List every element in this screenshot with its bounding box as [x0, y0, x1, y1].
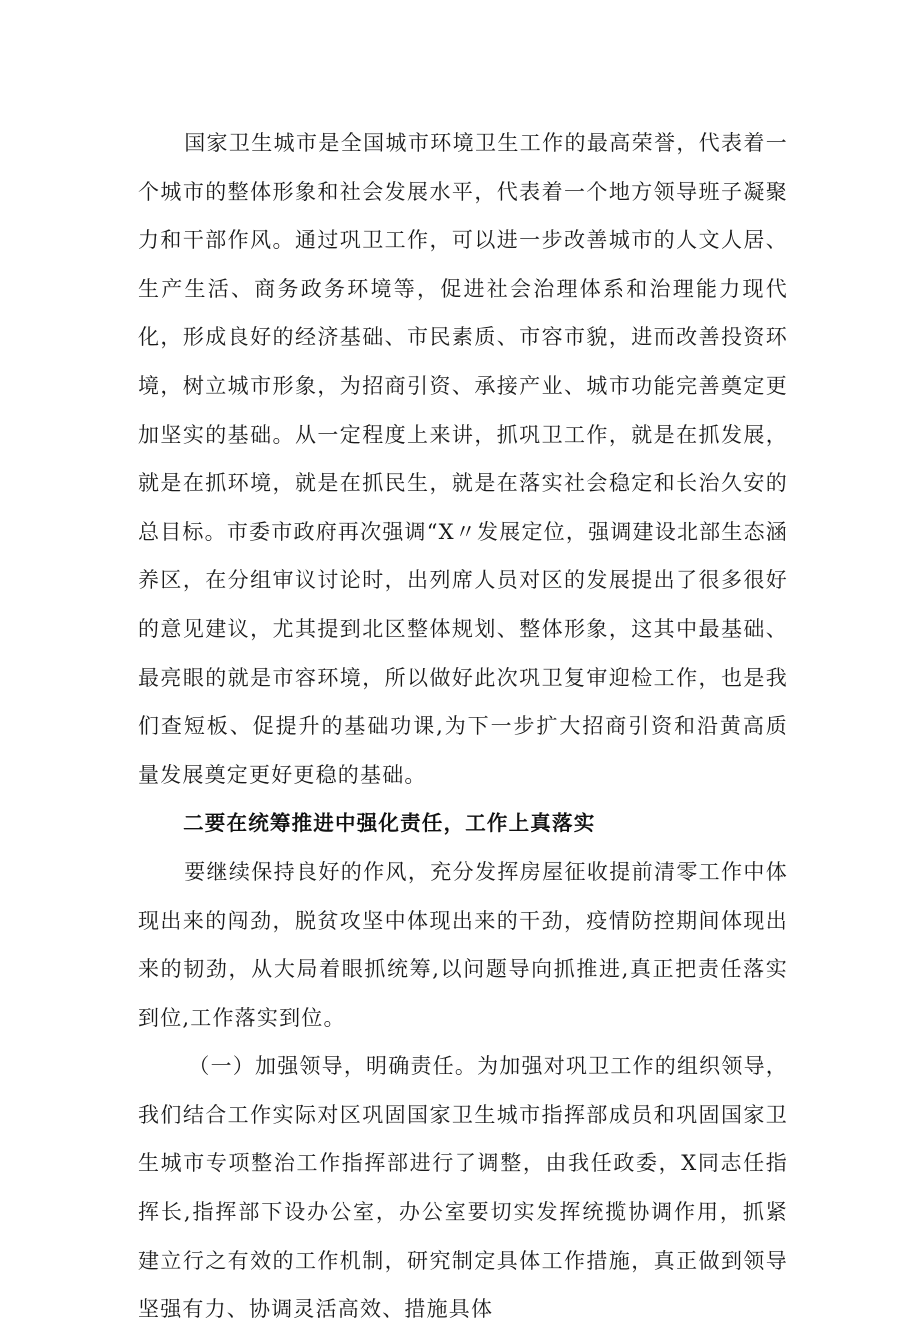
document-body	[138, 119, 788, 1334]
paragraph-intro: 国家卫生城市是全国城市环境卫生工作的最高荣誉，代表着一个城市的整体形象和社会发展水平，代表着一个地方领导班子凝聚力和干部作风。通过巩卫工作，可以进一步改善城市的人文人居、生产生活、商务政务环境等，促进社会治理体系和治理能力现代化，形成良好的经济基础、市民素质、市容市貌，进而改善投资环境，树立城市形象，为招商引资、承接产业、城市功能完善奠定更加坚实的基础。从一定程度上来讲，抓巩卫工作，就是在抓发展，就是在抓环境，就是在抓民生，就是在落实社会稳定和长治久安的总目标。市委市政府再次强调“X〃发展定位，强调建设北部生态涵养区，在分组审议讨论时，出列席人员对区的发展提出了很多很好的意见建议，尤其提到北区整体规划、整体形象，这其中最基础、最亮眼的就是市容环境，所以做好此次巩卫复审迎检工作，也是我们查短板、促提升的基础功课,为下一步扩大招商引资和沿黄高质量发展奠定更好更稳的基础。	[138, 131, 788, 787]
paragraph-work-style: 要继续保持良好的作风，充分发挥房屋征收提前清零工作中体现出来的闯劲，脱贫攻坚中体现出来的干劲，疫情防控期间体现出来的韧劲，从大局着眼抓统筹,以问题导向抓推进,真正把责任落实到位,工作落实到位。	[138, 859, 788, 1030]
section-heading: 二要在统筹推进中强化责任，工作上真落实	[183, 811, 596, 836]
paragraph-leadership: （一）加强领导，明确责任。为加强对巩卫工作的组织领导，我们结合工作实际对区巩固国家卫生城市指挥部成员和巩固国家卫生城市专项整治工作指挥部进行了调整，由我任政委，X同志任指挥长,指挥部下设办公室，办公室要切实发挥统揽协调作用，抓紧建立行之有效的工作机制，研究制定具体工作措施，真正做到领导坚强有力、协调灵活高效、措施具体	[138, 1054, 788, 1322]
